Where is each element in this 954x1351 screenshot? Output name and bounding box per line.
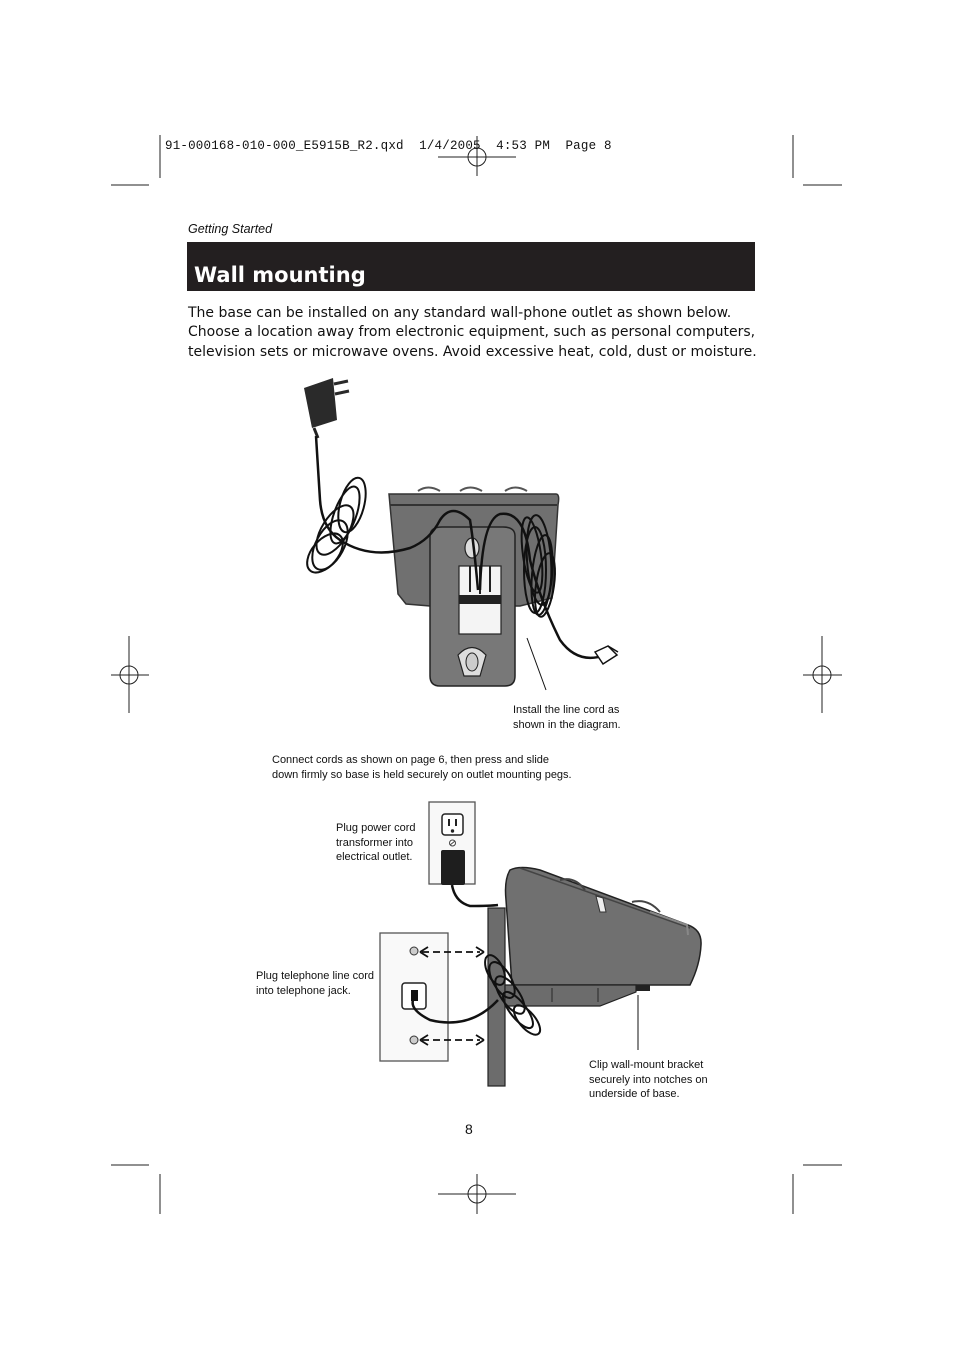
section-label: Getting Started <box>188 222 273 236</box>
caption-power-cord: Plug power cord transformer into electrical outlet. <box>336 822 416 863</box>
base-back-view <box>300 378 618 690</box>
page-title: Wall mounting <box>194 263 366 287</box>
caption-telephone-cord: Plug telephone line cord into telephone jack. <box>256 970 375 997</box>
caption-connect-cords: Connect cords as shown on page 6, then press and slide down firmly so base is held securely on outlet mounting pegs. <box>272 754 572 781</box>
print-slug: 91-000168-010-000_E5915B_R2.qxd 1/4/2005 4:53 PM Page 8 <box>165 139 612 153</box>
power-adapter-icon <box>304 378 349 438</box>
page-number: 8 <box>465 1121 473 1137</box>
caption-line-cord: Install the line cord as shown in the diagram. <box>513 704 621 731</box>
modular-plug-icon <box>595 646 618 664</box>
caption-bracket: Clip wall-mount bracket securely into notches on underside of base. <box>589 1059 708 1100</box>
base-side-view <box>380 802 701 1086</box>
intro-paragraph: The base can be installed on any standard wall-phone outlet as shown below. Choose a location away from electronic equipment, such as personal computers, television sets or microwave ovens. Avoid excessive heat, cold, dust or moisture. <box>188 305 757 360</box>
